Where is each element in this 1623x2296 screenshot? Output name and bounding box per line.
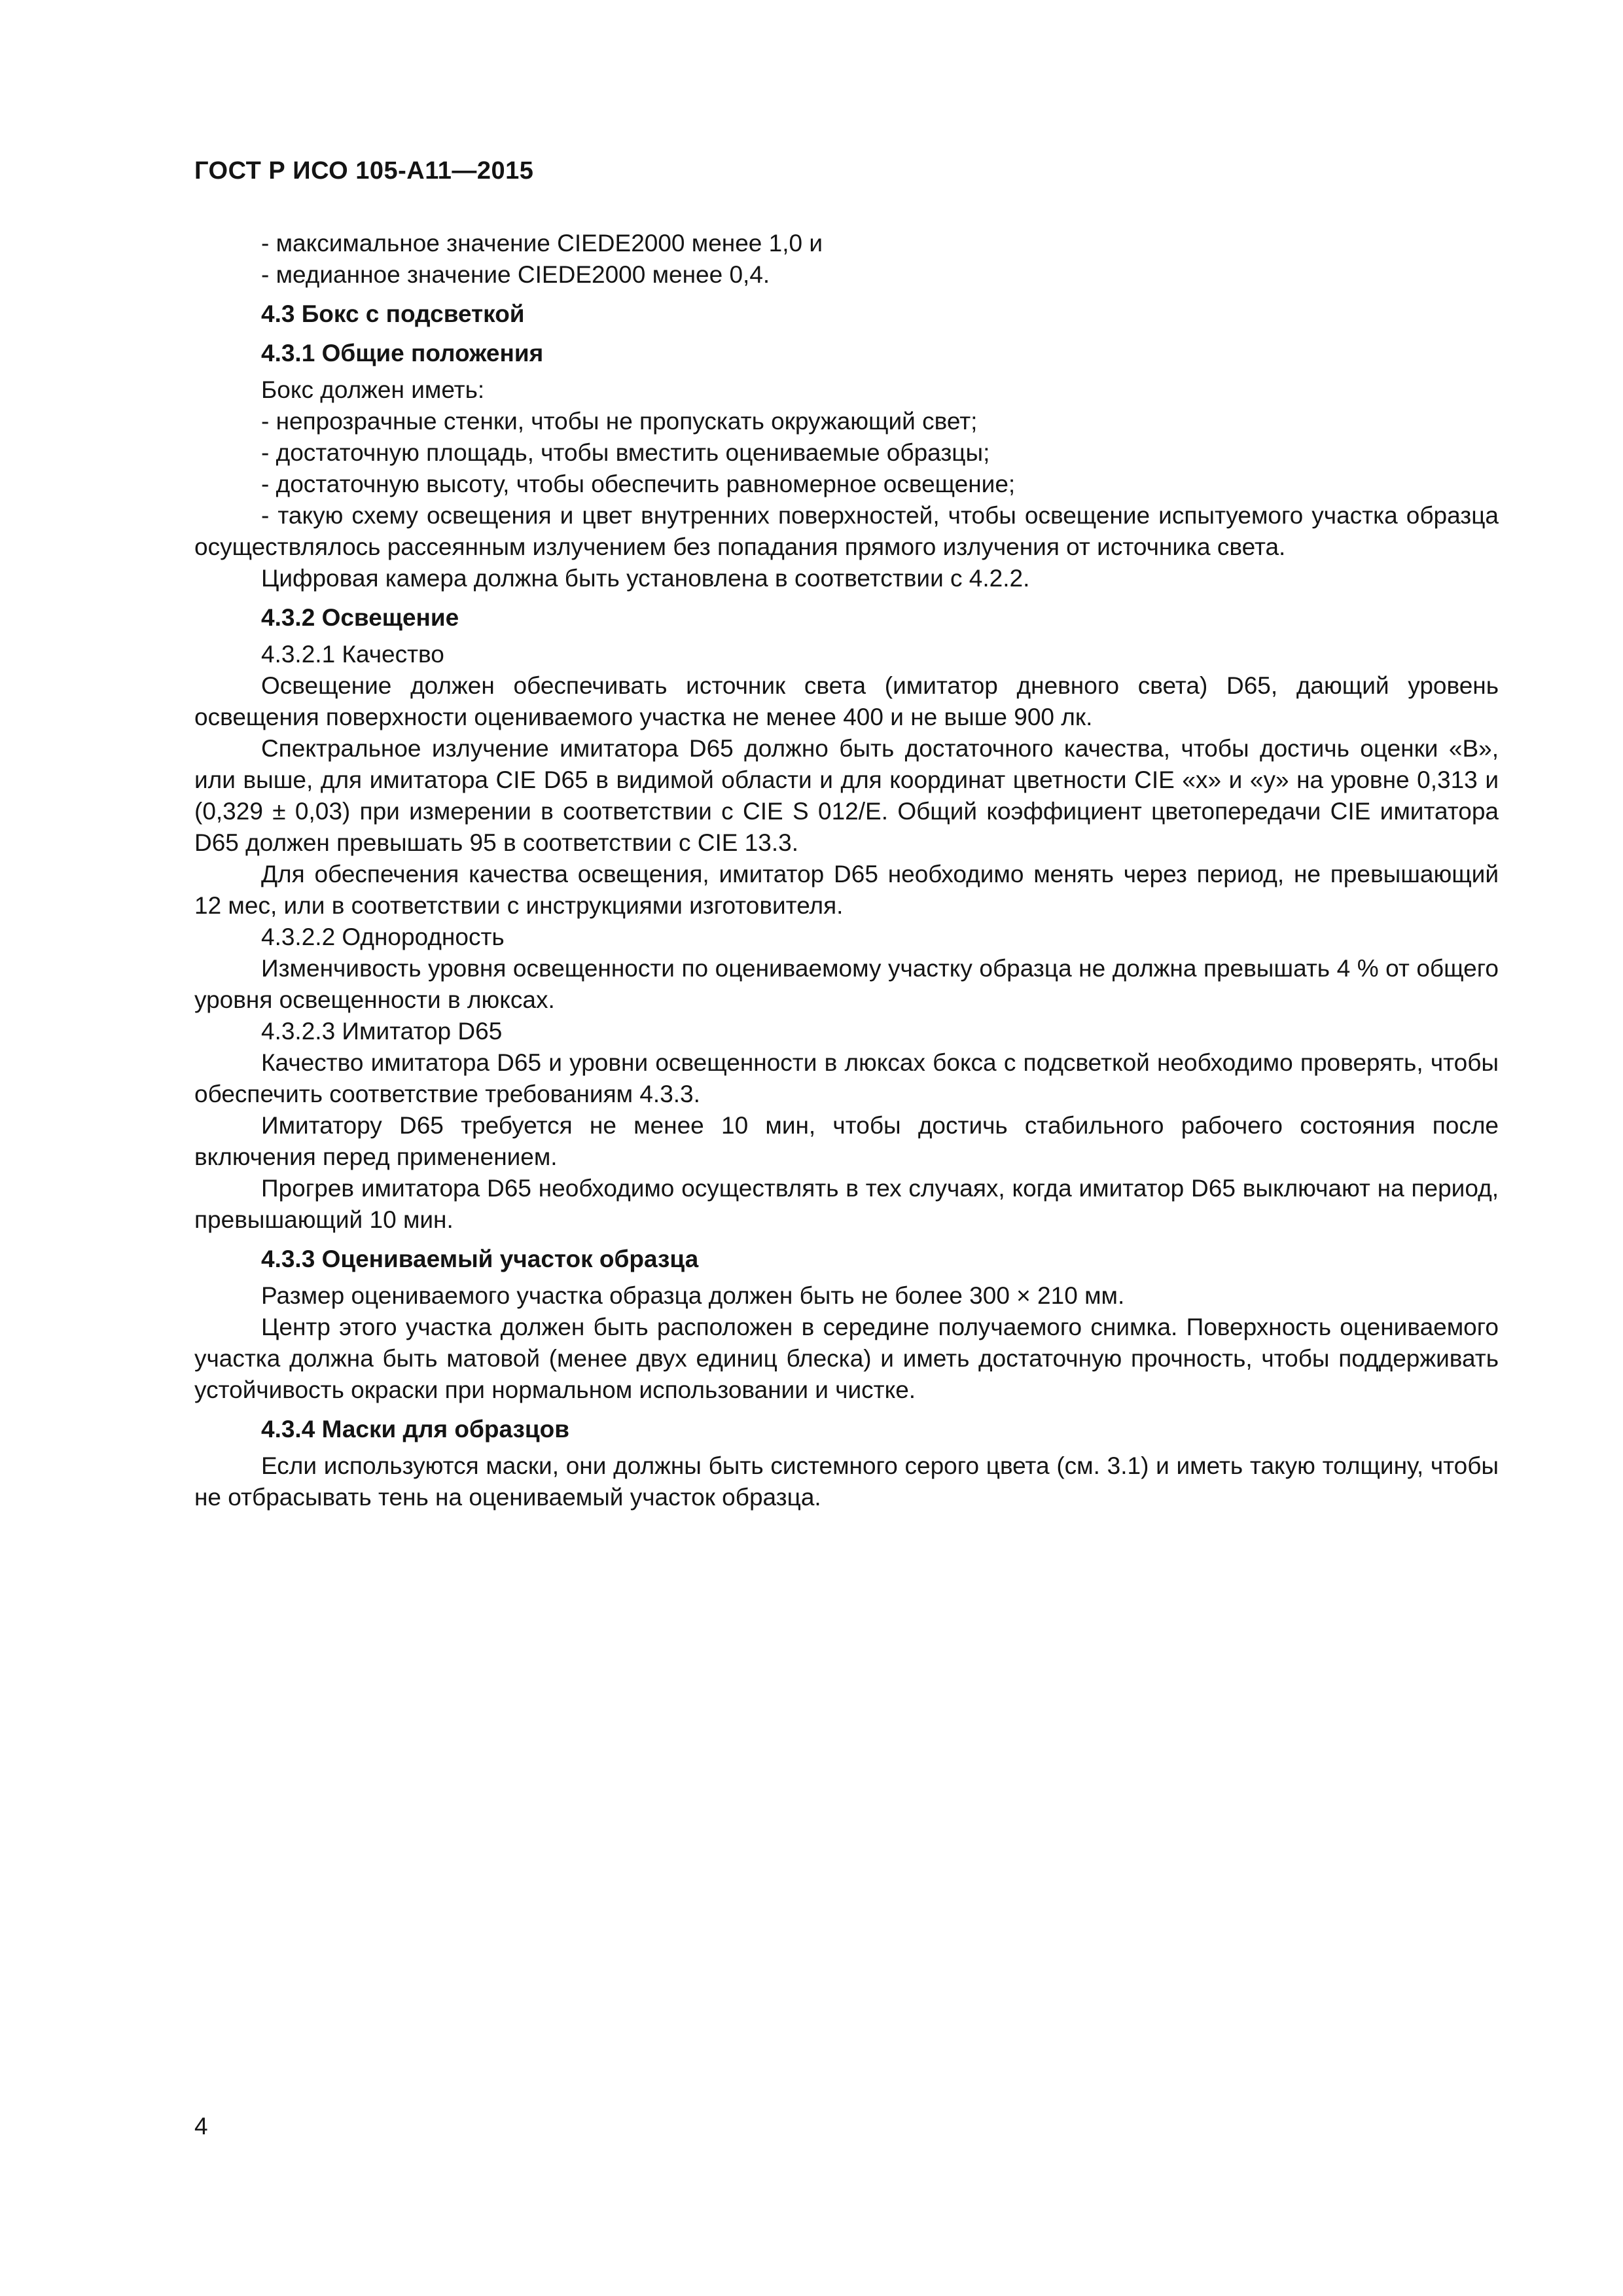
paragraph: Изменчивость уровня освещенности по оцениваемому участку образца не должна превышать 4 % от общего уровня освещенности в люксах.: [194, 955, 1499, 1013]
list-item: - достаточную площадь, чтобы вместить оцениваемые образцы;: [261, 439, 990, 466]
paragraph: Центр этого участка должен быть расположен в середине получаемого снимка. Поверхность оцениваемого участка должна быть матовой (менее двух единиц блеска) и иметь достаточную прочность, чтобы поддерживать устойчивость окраски при нормальном использовании и чистке.: [194, 1314, 1499, 1403]
paragraph: Цифровая камера должна быть установлена в соответствии с 4.2.2.: [261, 565, 1030, 592]
list-item: - непрозрачные стенки, чтобы не пропускать окружающий свет;: [261, 408, 978, 435]
section-heading-4-3-2: 4.3.2 Освещение: [261, 604, 459, 631]
paragraph: Освещение должен обеспечивать источник света (имитатор дневного света) D65, дающий уровень освещения поверхности оцениваемого участка не менее 400 и не выше 900 лк.: [194, 672, 1499, 730]
list-item: - достаточную высоту, чтобы обеспечить равномерное освещение;: [261, 471, 1016, 497]
paragraph: Прогрев имитатора D65 необходимо осуществлять в тех случаях, когда имитатор D65 выключают на период, превышающий 10 мин.: [194, 1175, 1499, 1233]
document-body: [194, 228, 1499, 1513]
subsection-heading-4-3-2-3: 4.3.2.3 Имитатор D65: [261, 1018, 503, 1045]
section-heading-4-3-1: 4.3.1 Общие положения: [261, 340, 544, 367]
subsection-heading-4-3-2-2: 4.3.2.2 Однородность: [261, 924, 505, 950]
paragraph: Если используются маски, они должны быть системного серого цвета (см. 3.1) и иметь такую толщину, чтобы не отбрасывать тень на оцениваемый участок образца.: [194, 1452, 1499, 1511]
paragraph: Спектральное излучение имитатора D65 должно быть достаточного качества, чтобы достичь оценки «В», или выше, для имитатора CIE D65 в видимой области и для координат цветности CIE «x» и «y» на уровне 0,313 и (0,329 ± 0,03) при измерении в соответствии с CIE S 012/E. Общий коэффициент цветопередачи CIE имитатора D65 должен превышать 95 в соответствии с CIE 13.3.: [194, 735, 1499, 856]
list-item: - максимальное значение CIEDE2000 менее 1,0 и: [261, 230, 823, 257]
section-heading-4-3-4: 4.3.4 Маски для образцов: [261, 1416, 569, 1443]
paragraph: Качество имитатора D65 и уровни освещенности в люксах бокса с подсветкой необходимо проверять, чтобы обеспечить соответствие требованиям 4.3.3.: [194, 1049, 1499, 1107]
section-heading-4-3: 4.3 Бокс с подсветкой: [261, 300, 525, 327]
page-number: 4: [194, 2113, 208, 2140]
list-item: - такую схему освещения и цвет внутренних поверхностей, чтобы освещение испытуемого участка образца осуществлялось рассеянным излучением без попадания прямого излучения от источника света.: [194, 502, 1499, 560]
subsection-heading-4-3-2-1: 4.3.2.1 Качество: [261, 641, 444, 668]
section-heading-4-3-3: 4.3.3 Оцениваемый участок образца: [261, 1246, 699, 1272]
paragraph: Имитатору D65 требуется не менее 10 мин, чтобы достичь стабильного рабочего состояния после включения перед применением.: [194, 1112, 1499, 1170]
paragraph: Размер оцениваемого участка образца должен быть не более 300 × 210 мм.: [261, 1282, 1125, 1309]
list-item: - медианное значение CIEDE2000 менее 0,4.: [261, 261, 770, 288]
paragraph: Бокс должен иметь:: [261, 376, 485, 403]
paragraph: Для обеспечения качества освещения, имитатор D65 необходимо менять через период, не превышающий 12 мес, или в соответствии с инструкциями изготовителя.: [194, 861, 1499, 919]
document-header: ГОСТ Р ИСО 105-А11—2015: [194, 157, 534, 185]
